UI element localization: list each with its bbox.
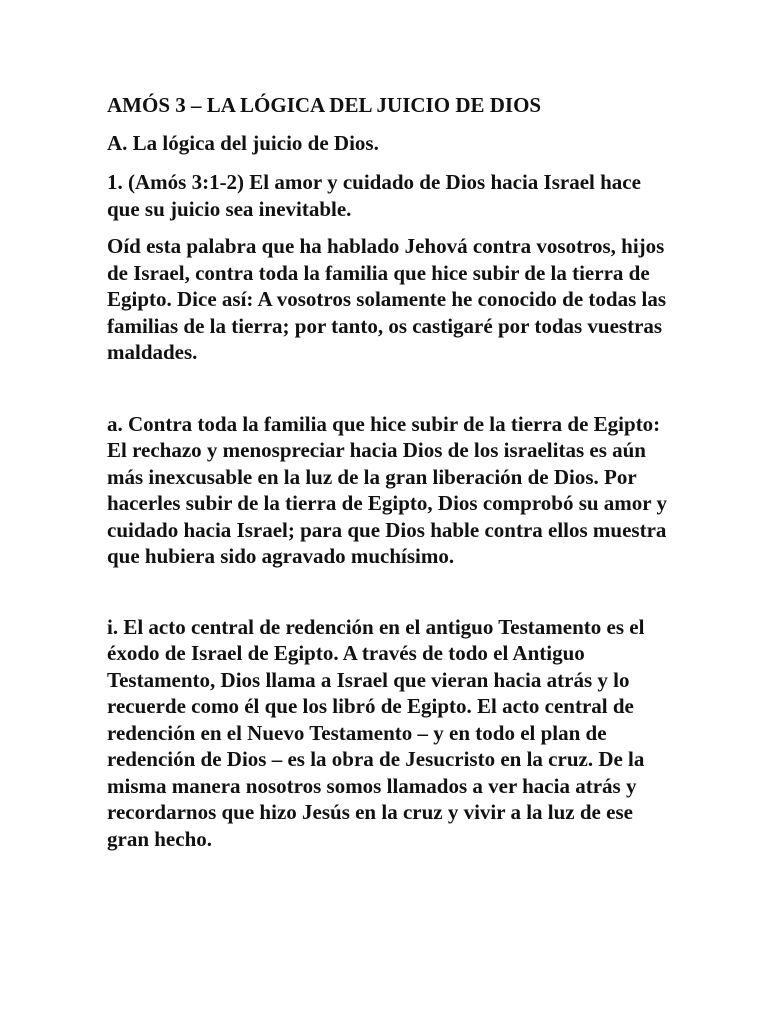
scripture-verse: Oíd esta palabra que ha hablado Jehová contra vosotros, hijos de Israel, contra toda la familia que hice subir de la tierra de Egipto. Dice así: A vosotros solamente he conocido de todas las familias de la tierra; por tanto, os castigaré por todas vuestras maldades. (107, 234, 667, 364)
point-1-heading: 1. (Amós 3:1-2) El amor y cuidado de Dios hacia Israel hace que su juicio sea inevitable. (107, 170, 641, 221)
section-heading-a: A. La lógica del juicio de Dios. (107, 130, 379, 155)
document-body (107, 92, 677, 852)
document-title: AMÓS 3 – LA LÓGICA DEL JUICIO DE DIOS (107, 93, 542, 117)
commentary-paragraph-i: i. El acto central de redención en el antiguo Testamento es el éxodo de Israel de Egipto. A través de todo el Antiguo Testamento, Dios llama a Israel que vieran hacia atrás y lo recuerde como él que los libró de Egipto. El acto central de redención en el Nuevo Testamento – y en todo el plan de redención de Dios – es la obra de Jesucristo en la cruz. De la misma manera nosotros somos llamados a ver hacia atrás y recordarnos que hizo Jesús en la cruz y vivir a la luz de ese gran hecho. (107, 614, 645, 851)
commentary-paragraph-a: a. Contra toda la familia que hice subir de la tierra de Egipto: El rechazo y menospreciar hacia Dios de los israelitas es aún más inexcusable en la luz de la gran liberación de Dios. Por hacerles subir de la tierra de Egipto, Dios comprobó su amor y cuidado hacia Israel; para que Dios hable contra ellos muestra que hubiera sido agravado muchísimo. (107, 411, 667, 568)
